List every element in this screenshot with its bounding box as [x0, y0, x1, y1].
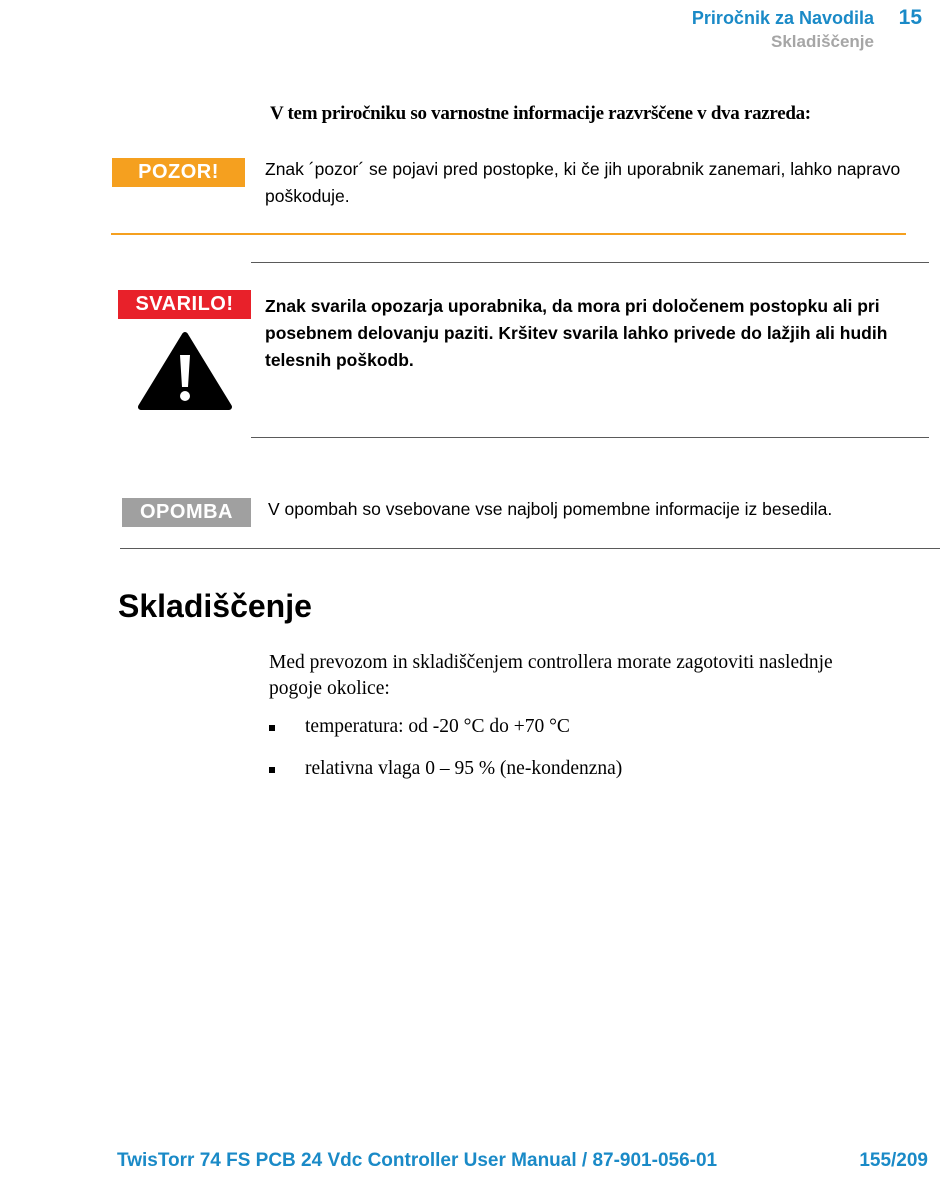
section-paragraph: Med prevozom in skladiščenjem controllera morate zagotoviti naslednje pogoje okolice:: [269, 652, 833, 699]
pozor-divider: [111, 233, 906, 235]
footer-document-title: TwisTorr 74 FS PCB 24 Vdc Controller User Manual / 87-901-056-01: [117, 1150, 718, 1171]
footer-page-count: 155/209: [859, 1150, 928, 1171]
opomba-text: V opombah so vsebovane vse najbolj pomembne informacije iz besedila.: [268, 499, 833, 519]
list-item: temperatura: od -20 °C do +70 °C: [305, 716, 570, 737]
svarilo-badge: SVARILO!: [118, 290, 251, 319]
header-title: Priročnik za Navodila: [691, 8, 874, 28]
pozor-text: Znak ´pozor´ se pojavi pred postopke, ki če jih uporabnik zanemari, lahko napravo poškoduje.: [265, 159, 901, 206]
header-section: Skladiščenje: [770, 32, 874, 51]
list-item: relativna vlaga 0 – 95 % (ne-kondenzna): [305, 758, 623, 779]
svarilo-text: Znak svarila opozarja uporabnika, da mora pri določenem postopku ali pri posebnem delovanju paziti. Kršitev svarila lahko privede do lažjih ali hudih telesnih poškodb.: [265, 296, 888, 370]
intro-text: V tem priročniku so varnostne informacije razvrščene v dva razreda:: [270, 103, 811, 124]
svarilo-top-divider: [251, 262, 929, 263]
opomba-badge: OPOMBA: [122, 498, 251, 527]
pozor-badge: POZOR!: [112, 158, 245, 187]
svarilo-bottom-divider: [251, 437, 929, 438]
warning-triangle-icon: [137, 331, 233, 411]
opomba-divider: [120, 548, 940, 549]
section-title: Skladiščenje: [118, 588, 312, 624]
bullet-icon: [269, 767, 275, 773]
bullet-icon: [269, 725, 275, 731]
header-page-number: 15: [898, 6, 922, 29]
